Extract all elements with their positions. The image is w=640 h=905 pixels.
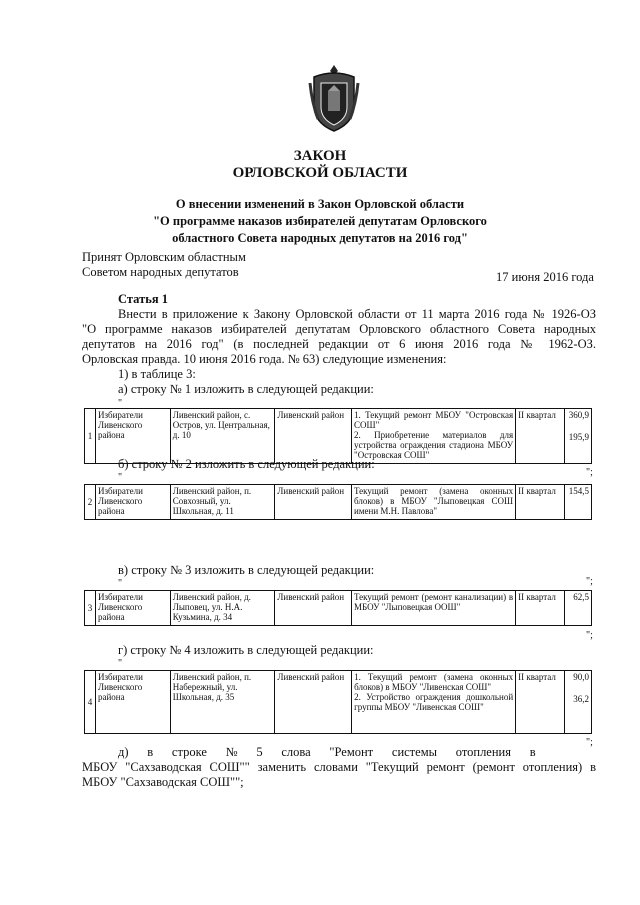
address-cell: Ливенский район, с. Остров, ул. Центральная, д. 10: [170, 409, 275, 464]
amount-cell: [564, 409, 591, 464]
open-quote: ": [118, 658, 123, 669]
work-item: 2. Приобретение материалов для устройства ограждения стадиона МБОУ "Островская СОШ": [354, 430, 514, 460]
law-region: ОРЛОВСКОЙ ОБЛАСТИ: [232, 165, 408, 181]
close-quote: ";: [586, 630, 593, 641]
law-subtitle: [60, 196, 580, 247]
subtitle-line: областного Совета народных депутатов на 2016 год": [172, 231, 468, 245]
work-item: 2. Устройство ограждения дошкольной группы МБОУ "Ливенская СОШ": [354, 692, 514, 712]
table-row-4: [84, 670, 592, 734]
row-number: 2: [85, 485, 96, 520]
address-cell: Ливенский район, п. Совхозный, ул. Школьная, д. 11: [170, 485, 275, 520]
period-cell: II квартал: [516, 409, 565, 464]
section-heading: б) строку № 2 изложить в следующей редакции:: [118, 457, 375, 471]
table-row-3: [84, 590, 592, 626]
intro-line: "О программе наказов избирателей депутатам Орловского областного Совета народных: [82, 322, 596, 336]
voters-cell: Избиратели Ливенского района: [95, 591, 170, 626]
final-paragraph: [82, 745, 596, 790]
district-cell: Ливенский район: [275, 591, 352, 626]
voters-cell: Избиратели Ливенского района: [95, 671, 170, 734]
coat-of-arms-emblem: [308, 63, 360, 133]
section-heading: а) строку № 1 изложить в следующей редакции:: [118, 382, 374, 396]
work-item: 1. Текущий ремонт (замена оконных блоков) в МБОУ "Ливенская СОШ": [354, 672, 514, 692]
amount-cell: 154,5: [564, 485, 591, 520]
amount: 36,2: [573, 694, 589, 704]
intro-line: депутатов на 2016 год" (в последней редакции от 6 июня 2016 года № 1962-ОЗ.: [82, 337, 596, 351]
adopted-by: [82, 250, 246, 280]
works-cell: [352, 409, 516, 464]
subtitle-line: "О программе наказов избирателей депутатам Орловского: [153, 214, 487, 228]
works-cell: Текущий ремонт (ремонт канализации) в МБОУ "Лыповецкая ООШ": [352, 591, 516, 626]
open-quote: ": [118, 578, 123, 589]
voters-cell: Избиратели Ливенского района: [95, 409, 170, 464]
adopted-line: Принят Орловским областным: [82, 250, 246, 264]
subtitle-line: О внесении изменений в Закон Орловской области: [175, 197, 465, 211]
address-cell: Ливенский район, п. Набережный, ул. Школьная, д. 35: [170, 671, 275, 734]
adopted-line: Советом народных депутатов: [82, 265, 239, 279]
address-cell: Ливенский район, д. Лыповец, ул. Н.А. Кузьмина, д. 34: [170, 591, 275, 626]
final-line: МБОУ "Сахзаводская СОШ"";: [82, 775, 244, 789]
intro-line: Орловская правда. 10 июня 2016 года. № 63) следующие изменения:: [82, 352, 447, 366]
voters-cell: Избиратели Ливенского района: [95, 485, 170, 520]
district-cell: Ливенский район: [275, 409, 352, 464]
intro-line: Внести в приложение к Закону Орловской области от 11 марта 2016 года № 1926-ОЗ: [118, 307, 596, 321]
item-1: 1) в таблице 3:: [118, 367, 196, 381]
article-intro: [82, 307, 596, 367]
district-cell: Ливенский район: [275, 485, 352, 520]
period-cell: II квартал: [516, 671, 565, 734]
period-cell: II квартал: [516, 591, 565, 626]
amount-cell: 62,5: [565, 591, 592, 626]
table-row-1: [84, 408, 592, 464]
district-cell: Ливенский район: [275, 671, 352, 734]
amount: 360,9: [568, 410, 589, 420]
work-item: 1. Текущий ремонт МБОУ "Островская СОШ": [354, 410, 514, 430]
table-row-2: [84, 484, 592, 520]
article-heading: Статья 1: [118, 292, 168, 306]
row-number: 1: [85, 409, 96, 464]
row-number: 4: [85, 671, 96, 734]
section-heading: в) строку № 3 изложить в следующей редакции:: [118, 563, 375, 577]
law-title: ЗАКОН: [293, 148, 347, 164]
final-line: д) в строке № 5 слова "Ремонт системы отопления в: [118, 745, 536, 759]
works-cell: [352, 671, 516, 734]
close-quote: ";: [586, 467, 593, 478]
open-quote: ": [118, 472, 123, 483]
amount-cell: [565, 671, 592, 734]
amount: 90,0: [573, 672, 589, 682]
close-quote: ";: [586, 576, 593, 587]
works-cell: Текущий ремонт (замена оконных блоков) в МБОУ "Лыповецкая СОШ имени М.Н. Павлова": [352, 485, 516, 520]
amount: 195,9: [568, 432, 589, 442]
adoption-date: 17 июня 2016 года: [496, 270, 594, 284]
open-quote: ": [118, 398, 123, 409]
final-line: МБОУ "Сахзаводская СОШ"" заменить словами "Текущий ремонт (ремонт отопления) в: [82, 760, 596, 774]
section-heading: г) строку № 4 изложить в следующей редакции:: [118, 643, 374, 657]
row-number: 3: [85, 591, 96, 626]
period-cell: II квартал: [516, 485, 565, 520]
close-quote: ";: [586, 737, 593, 748]
